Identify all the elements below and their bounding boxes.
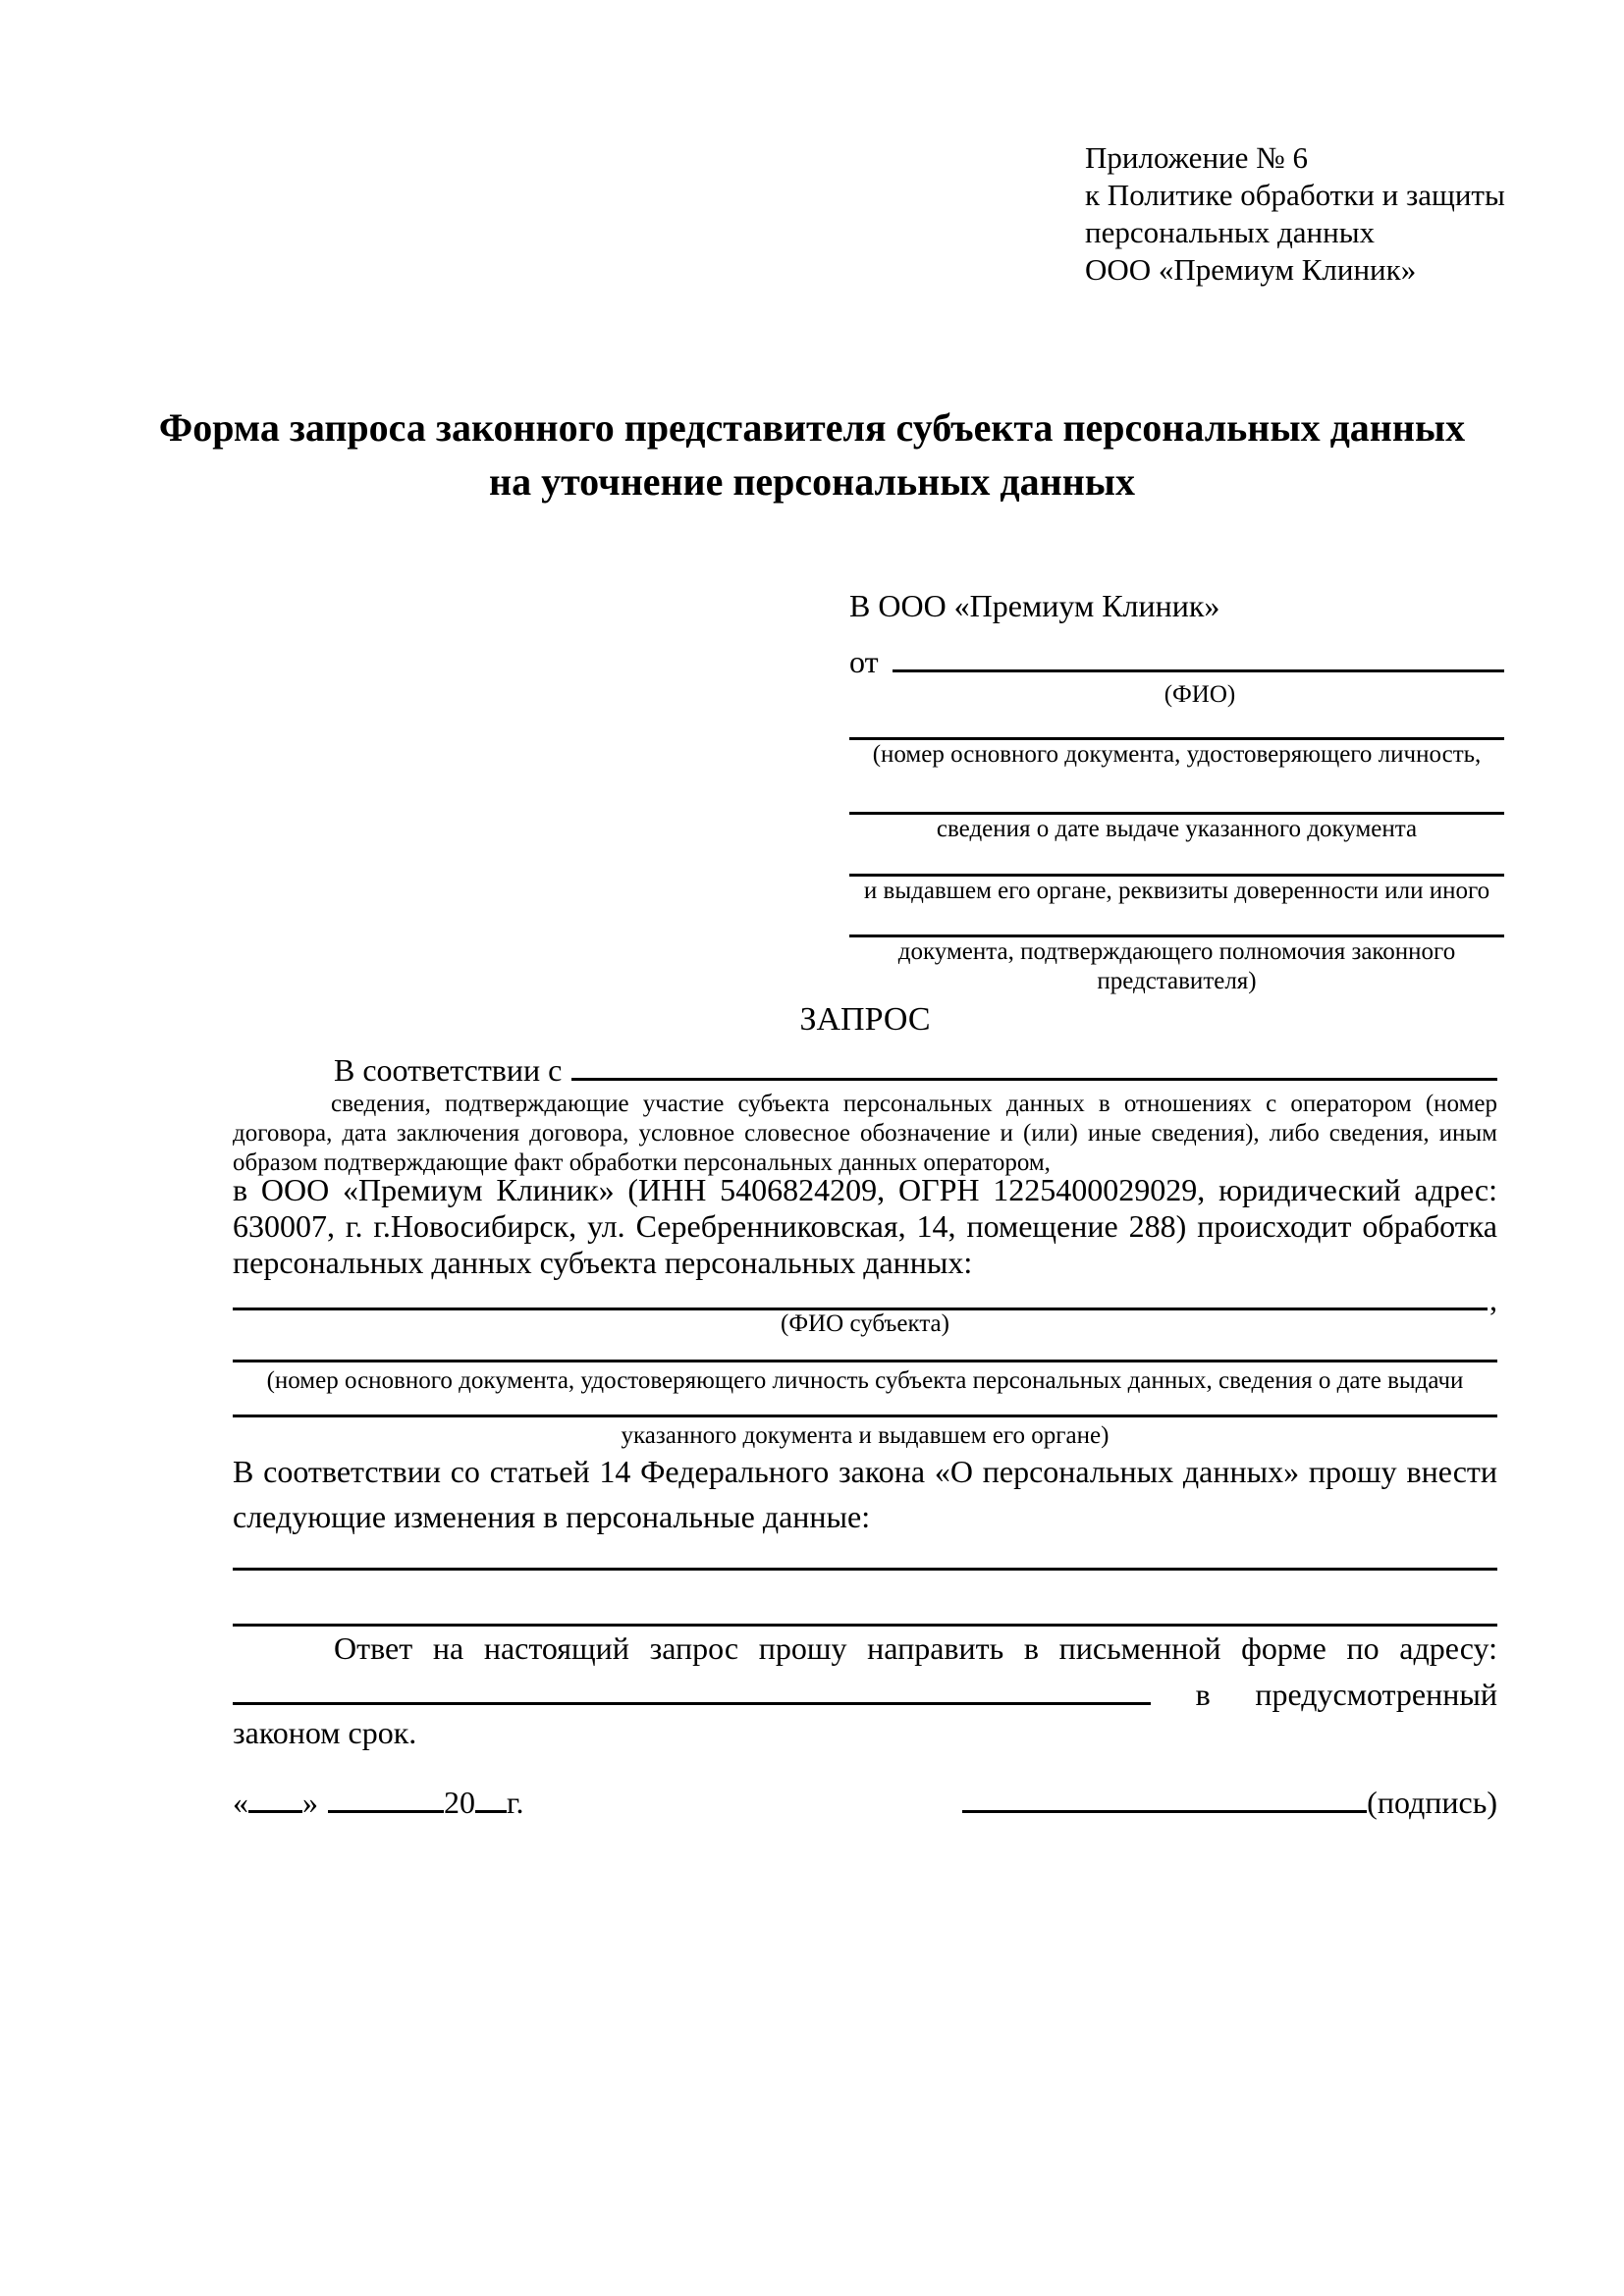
changes-blank-field-1[interactable] bbox=[233, 1568, 1497, 1571]
day-quote-open: « bbox=[233, 1785, 248, 1820]
appendix-line-1: Приложение № 6 bbox=[1085, 140, 1308, 175]
answer-closing: законом срок. bbox=[233, 1715, 417, 1750]
year-prefix: 20 bbox=[444, 1785, 475, 1820]
subject-doc-blank-field-2[interactable] bbox=[233, 1415, 1497, 1417]
law-paragraph: В соответствии со статьей 14 Федерального закона «О персональных данных» прошу внести следующие изменения в персональные данные: bbox=[233, 1454, 1497, 1534]
address-blank-field[interactable] bbox=[233, 1671, 1151, 1705]
address-row bbox=[233, 1671, 1497, 1713]
basis-row bbox=[233, 1046, 1497, 1089]
request-heading: ЗАПРОС bbox=[799, 1001, 931, 1038]
subject-doc-caption-2: указанного документа и выдавшем его органе) bbox=[621, 1422, 1110, 1449]
changes-blank-field-2[interactable] bbox=[233, 1624, 1497, 1627]
document-title bbox=[0, 400, 1624, 508]
representative-fio-blank-field[interactable] bbox=[893, 638, 1504, 672]
subject-fio-trailing-comma: , bbox=[1489, 1282, 1497, 1317]
signature-group bbox=[962, 1779, 1497, 1821]
year-suffix: г. bbox=[507, 1785, 524, 1820]
id-doc-caption-3: и выдавшем его органе, реквизиты доверенности или иного bbox=[863, 878, 1490, 904]
representative-fio-caption: (ФИО) bbox=[1164, 681, 1236, 708]
date-signature-row bbox=[233, 1779, 1497, 1821]
day-blank-field[interactable] bbox=[248, 1779, 302, 1813]
addressee-to: В ООО «Премиум Клиник» bbox=[849, 588, 1220, 623]
appendix-block bbox=[1085, 139, 1505, 289]
answer-word-v: в bbox=[1195, 1677, 1211, 1712]
answer-word-predusmotrenny: предусмотренный bbox=[1255, 1677, 1497, 1712]
id-doc-caption-2: сведения о дате выдаче указанного документа bbox=[936, 816, 1418, 842]
basis-prefix: В соответствии с bbox=[334, 1052, 563, 1088]
year-blank-field[interactable] bbox=[475, 1779, 507, 1813]
basis-blank-field[interactable] bbox=[571, 1046, 1497, 1081]
appendix-line-2: к Политике обработки и защиты bbox=[1085, 178, 1505, 212]
subject-doc-blank-field-1[interactable] bbox=[233, 1360, 1497, 1362]
subject-fio-blank-field[interactable] bbox=[233, 1276, 1488, 1310]
appendix-line-3: персональных данных bbox=[1085, 215, 1376, 249]
answer-paragraph: Ответ на настоящий запрос прошу направить в письменной форме по адресу: bbox=[334, 1630, 1497, 1666]
appendix-line-4: ООО «Премиум Клиник» bbox=[1085, 252, 1417, 287]
id-doc-caption-4: документа, подтверждающего полномочия законного представителя) bbox=[897, 938, 1456, 994]
from-row bbox=[849, 638, 1504, 680]
subject-fio-caption: (ФИО субъекта) bbox=[781, 1310, 949, 1337]
title-line-1: Форма запроса законного представителя субъекта персональных данных bbox=[158, 405, 1466, 450]
signature-blank-field[interactable] bbox=[962, 1779, 1367, 1813]
signature-caption: (подпись) bbox=[1367, 1785, 1497, 1820]
day-quote-close: » bbox=[302, 1785, 318, 1820]
month-blank-field[interactable] bbox=[328, 1779, 444, 1813]
operator-paragraph: в ООО «Премиум Клиник» (ИНН 5406824209, ОГРН 1225400029029, юридический адрес: 630007, г. г.Новосибирск, ул. Серебренниковская, 14, помещение 288) происходит обработка персональных данных субъекта персональных данных: bbox=[233, 1172, 1497, 1280]
id-doc-caption-1: (номер основного документа, удостоверяющего личность, bbox=[872, 741, 1482, 768]
from-label: от bbox=[849, 644, 879, 679]
addressee-block bbox=[849, 587, 1504, 996]
subject-doc-caption-1: (номер основного документа, удостоверяющего личность субъекта персональных данных, сведения о дате выдачи bbox=[266, 1367, 1464, 1394]
basis-fine-print-caption: сведения, подтверждающие участие субъекта персональных данных в отношениях с оператором (номер договора, дата заключения договора, условное словесное обозначение и (или) иные сведения), либо сведения, иным образом подтверждающие факт обработки персональных данных оператором, bbox=[233, 1091, 1497, 1176]
title-line-2: на уточнение персональных данных bbox=[489, 459, 1135, 504]
